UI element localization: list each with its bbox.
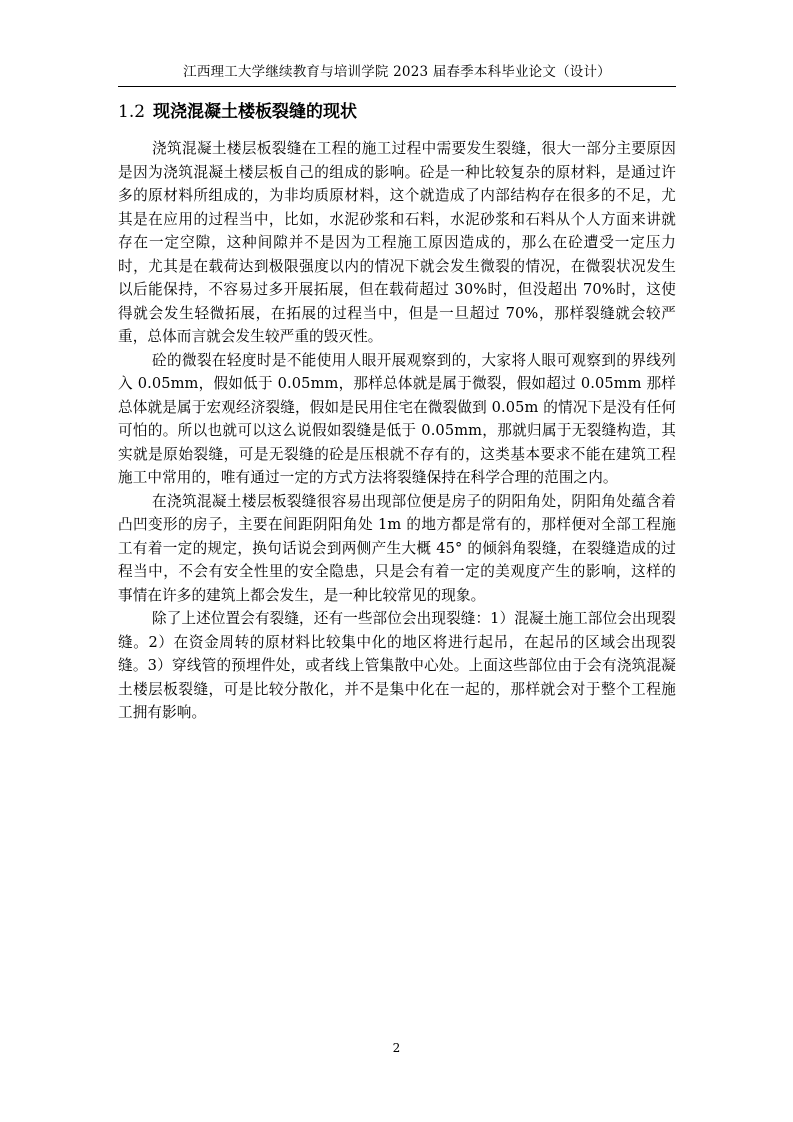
header-rule: [118, 86, 676, 87]
section-number: 1.2: [118, 102, 146, 122]
section-heading: [118, 100, 357, 124]
page-number: 2: [392, 1041, 401, 1055]
body-text: [118, 137, 676, 725]
paragraph: 在浇筑混凝土楼层板裂缝很容易出现部位便是房子的阴阳角处，阴阳角处蕴含着凸凹变形的房子，主要在间距阴阳角处 1m 的地方都是常有的，那样便对全部工程施工有着一定的规定，换句话说会到两侧产生大概 45° 的倾斜角裂缝，在裂缝造成的过程当中，不会有安全性里的安全隐患，只是会有着一定的美观度产生的影响，这样的事情在许多的建筑上都会发生，是一种比较常见的现象。: [118, 492, 676, 604]
section-title-text: 现浇混凝土楼板裂缝的现状: [153, 102, 358, 122]
paragraph: 浇筑混凝土楼层板裂缝在工程的施工过程中需要发生裂缝，很大一部分主要原因是因为浇筑混凝土楼层板自己的组成的影响。砼是一种比较复杂的原材料，是通过许多的原材料所组成的，为非均质原材料，这个就造成了内部结构存在很多的不足，尤其是在应用的过程当中，比如，水泥砂浆和石料，水泥砂浆和石料从个人方面来讲就存在一定空隙，这种间隙并不是因为工程施工原因造成的，那么在砼遭受一定压力时，尤其是在载荷达到极限强度以内的情况下就会发生微裂的情况，在微裂状况发生以后能保持，不容易过多开展拓展，但在载荷超过 30%时，但没超出 70%时，这使得就会发生轻微拓展，在拓展的过程当中，但是一旦超过 70%，那样裂缝就会较严重，总体而言就会发生较严重的毁灭性。: [118, 140, 676, 345]
paragraph: 砼的微裂在轻度时是不能使用人眼开展观察到的，大家将人眼可观察到的界线列入 0.05mm，假如低于 0.05mm，那样总体就是属于微裂，假如超过 0.05mm 那样总体就是属于宏观经济裂缝，假如是民用住宅在微裂做到 0.05m 的情况下是没有任何可怕的。所以也就可以这么说假如裂缝是低于 0.05mm，那就归属于无裂缝构造，其实就是原始裂缝，可是无裂缝的砼是压根就不存有的，这类基本要求不能在建筑工程施工中常用的，唯有通过一定的方式方法将裂缝保持在科学合理的范围之内。: [118, 351, 676, 486]
running-header: 江西理工大学继续教育与培训学院 2023 届春季本科毕业论文（设计）: [183, 64, 611, 80]
paragraph: 除了上述位置会有裂缝，还有一些部位会出现裂缝：1）混凝土施工部位会出现裂缝。2）在资金周转的原材料比较集中化的地区将进行起吊，在起吊的区域会出现裂缝。3）穿线管的预埋件处，或者线上管集散中心处。上面这些部位由于会有浇筑混凝土楼层板裂缝，可是比较分散化，并不是集中化在一起的，那样就会对于整个工程施工拥有影响。: [118, 610, 676, 721]
